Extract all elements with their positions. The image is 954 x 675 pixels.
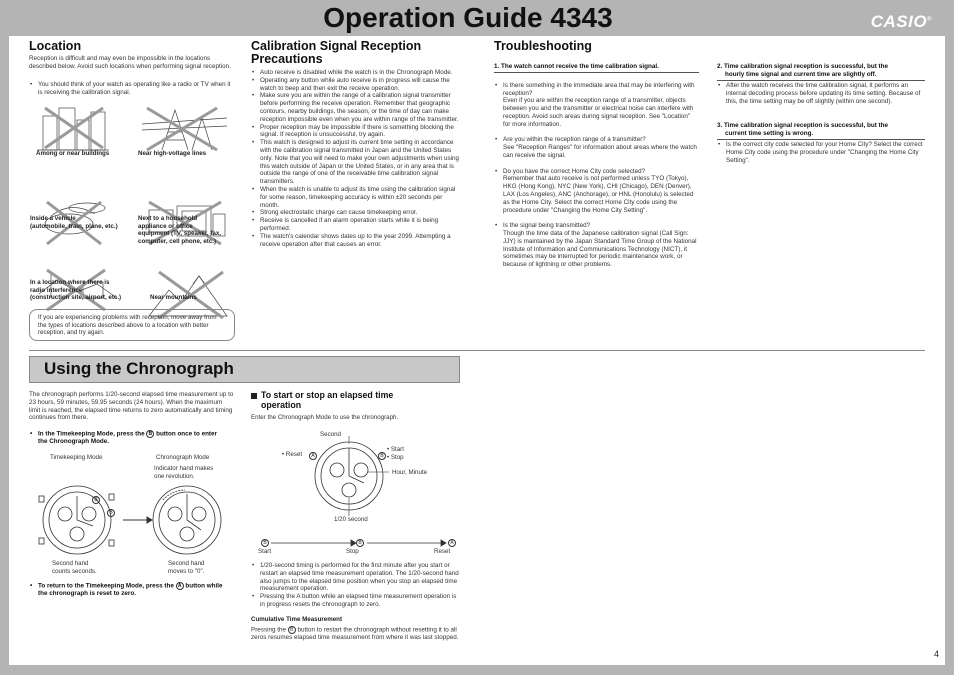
step2-text-a: To return to the Timekeeping Mode, press the xyxy=(38,582,174,590)
chrono-step2-item xyxy=(29,582,239,598)
chrono-step1 xyxy=(29,430,237,446)
precautions-heading-1: Calibration Signal Reception xyxy=(251,39,422,53)
seq-stop-label: Stop xyxy=(346,548,359,555)
reset-label: • Reset xyxy=(282,451,303,458)
mode-arrow xyxy=(123,517,152,523)
step1-text-b: button once to enter xyxy=(156,430,217,438)
chronograph-watch-face xyxy=(315,436,389,516)
step1-text-c: the Chronograph Mode. xyxy=(38,438,110,446)
caption-buildings: Among or near buildings xyxy=(36,150,110,157)
cumulative-text-a: Pressing the xyxy=(251,626,287,634)
indicator-note-2: one revolution. xyxy=(154,472,195,480)
caption-vehicle xyxy=(30,215,118,230)
caption-appliance-2: appliance or office xyxy=(138,222,193,230)
chronograph-title: Using the Chronograph xyxy=(44,359,234,378)
second-label: Second xyxy=(320,431,341,438)
page-body xyxy=(9,36,945,665)
caption-appliance-1: Next to a household xyxy=(138,215,198,222)
chronograph-mode-label: Chronograph Mode xyxy=(156,454,210,461)
page-number: 4 xyxy=(933,649,939,659)
chrono-bullet: • Pressing the A button while an elapsed time measurement operation is in progress resets the chronograph to zero. xyxy=(251,593,463,609)
chrono-bullet: • 1/20-second timing is performed for the first minute after you start or restart an elapsed time measurement operation. The 1/20-second hand also jumps to the elapsed time position when you stop an elapsed time measurement operation. xyxy=(251,562,463,593)
powerlines-illustration xyxy=(142,108,227,150)
indicator-note xyxy=(154,465,213,480)
trouble-q3 xyxy=(717,122,925,140)
b-button-icon: B xyxy=(356,539,364,547)
caption-mountains: Near mountains xyxy=(150,294,197,301)
stop-label: • Stop xyxy=(387,454,404,461)
start-stop-heading-2: operation xyxy=(261,400,302,410)
second-counts-2: counts seconds. xyxy=(52,567,97,575)
buildings-illustration xyxy=(37,108,109,150)
second-moves-2: moves to "0". xyxy=(168,567,205,575)
hour-minute-label: Hour, Minute xyxy=(392,469,428,476)
trouble-q1-item: • Do you have the correct Home City code selected? Remember that auto receive is not performed unless TYO (Tokyo), HKG (Hong Kong), NYC (New York), CHI (Chicago), DEN (Denver), LAX (Los Angeles), ANC (Anchorage), or HNL (Honolulu) is selected as the Home City. Select the correct Home City code using the procedure under "Changing the Home City Setting". xyxy=(494,168,699,215)
trouble-q2-line1: 2. Time calibration signal reception is successful, but the xyxy=(717,63,888,70)
precautions-list xyxy=(251,69,461,248)
trouble-q1-item: • Is there something in the immediate area that may be interfering with reception? Even if you are within the reception range of a transmitter, objects between you and the transmitter or electrical noise can interfere with reception. Avoid such areas during signal reception. See "Location" for more information. xyxy=(494,82,699,129)
casio-logo xyxy=(871,12,932,32)
step2-text-c: the chronograph is reset to zero. xyxy=(38,590,136,598)
reception-note: If you are experiencing problems with reception, move away from the types of locations described above to a location with better reception, and try again. xyxy=(29,309,235,341)
caption-appliance-3: equipment (TV, speaker, fax, xyxy=(138,230,221,238)
chrono-step1-item xyxy=(29,430,237,446)
timekeeping-mode-label: Timekeeping Mode xyxy=(50,454,103,461)
precaution-item: • This watch is designed to adjust its current time setting in accordance with the calibration signal transmitted in Japan and the United States only. Note that you will need to make your own adjustments when using this watch outside of Japan or the United States, or in any area that is outside the range of one of the receivable time calibration signal transmitters. xyxy=(251,139,461,186)
trouble-q1-item: • Is the signal being transmitted? Though the time data of the Japanese calibration signal (Call Sign: JJY) is maintained by the Japan Standard Time Group of the National Institute of Information and Communications Technology (NICT), it sometimes may be interrupted for periodic maintenance work, or because of lightning or other problems. xyxy=(494,222,699,269)
cumulative-text-b: button to restart the chronograph without resetting it to all zeros resumes elapsed time measurement from where it was last stopped. xyxy=(251,626,459,642)
trouble-q1-list xyxy=(494,74,699,277)
chronograph-banner xyxy=(29,356,460,383)
second-hand-moves-note xyxy=(168,560,204,575)
seq-reset-label: Reset xyxy=(434,548,451,555)
b-button-icon: B xyxy=(378,452,386,460)
precaution-item: • Strong electrostatic charge can cause timekeeping error. xyxy=(251,209,461,217)
heading-square-icon xyxy=(251,393,257,399)
page-title: Operation Guide 4343 xyxy=(323,2,613,33)
b-button-icon: B xyxy=(288,626,296,634)
chronograph-watch-diagram xyxy=(309,436,389,516)
caption-appliance-4: computer, cell phone, etc.) xyxy=(138,237,217,245)
start-stop-intro: Enter the Chronograph Mode to use the chronograph. xyxy=(251,414,399,421)
trouble-q3-list xyxy=(717,141,925,164)
trouble-q2-line2: hourly time signal and current time are slightly off. xyxy=(725,70,877,78)
location-bullets xyxy=(29,81,234,97)
cumulative-heading: Cumulative Time Measurement xyxy=(251,616,343,623)
trouble-q3-item: • Is the correct city code selected for your Home City? Select the correct Home City code using the procedure under "Changing the Home City Setting". xyxy=(717,141,925,164)
trouble-q3-line1: 3. Time calibration signal reception is successful, but the xyxy=(717,122,888,129)
troubleshooting-heading: Troubleshooting xyxy=(494,39,592,53)
caption-interference-3: (construction site, airport, etc.) xyxy=(30,294,122,302)
logo-text: CASIO xyxy=(870,12,928,31)
precaution-item: • Make sure you are within the range of a calibration signal transmitter before performing the receive operation. Remember that geographic contours, nearby buildings, the season, or the time of day can make reception impossible even when you are within range of the transmitter. xyxy=(251,92,461,123)
b-button-icon: B xyxy=(146,430,154,438)
caption-vehicle-2: (automobile, train, plane, etc.) xyxy=(30,222,118,230)
caption-appliance xyxy=(138,215,221,245)
caption-vehicle-1: Inside a vehicle xyxy=(30,215,76,222)
logo-mark: ® xyxy=(927,16,932,23)
start-stop-heading xyxy=(251,390,461,410)
chrono-bullets xyxy=(251,562,463,609)
precaution-item: • The watch's calendar shows dates up to the year 2099. Attempting a receive operation after that causes an error. xyxy=(251,233,461,249)
a-button-icon: A xyxy=(309,452,317,460)
section-divider xyxy=(29,350,925,351)
step2-text-b: button while xyxy=(185,582,223,590)
start-stop-heading-1: To start or stop an elapsed time xyxy=(261,390,394,400)
chrono-intro: The chronograph performs 1/20-second elapsed time measurement up to 23 hours, 59 minutes, 59.95 seconds (24 hours). When the maximum limit is reached, the elapsed time returns to zero automatically and timing continues from there. xyxy=(29,391,234,422)
caption-interference xyxy=(30,279,121,302)
trouble-q2 xyxy=(717,63,925,81)
precaution-item: • Operating any button while auto receive is in progress will cause the watch to beep and then exit the receive operation. xyxy=(251,77,461,93)
trouble-q3-line2: current time setting is wrong. xyxy=(725,129,814,137)
a-button-icon: A xyxy=(448,539,456,547)
precaution-item: • When the watch is unable to adjust its time using the calibration signal for some reason, timekeeping accuracy is within ±20 seconds per month. xyxy=(251,186,461,209)
twentieth-second-label: 1/20 second xyxy=(334,516,368,523)
second-moves-1: Second hand xyxy=(168,560,205,567)
step1-text-a: In the Timekeeping Mode, press the xyxy=(38,430,145,438)
caption-interference-1: In a location where there is xyxy=(30,279,110,286)
caption-interference-2: radio interference xyxy=(30,286,83,294)
indicator-note-1: Indicator hand makes xyxy=(154,465,214,472)
trouble-q1: 1. The watch cannot receive the time calibration signal. xyxy=(494,63,699,73)
location-heading: Location xyxy=(29,39,82,53)
seq-start-label: Start xyxy=(258,548,272,555)
precaution-item: • Auto receive is disabled while the watch is in the Chronograph Mode. xyxy=(251,69,461,77)
timekeeping-watch-illustration xyxy=(39,486,114,554)
trouble-q2-item: • After the watch receives the time calibration signal, it performs an internal decoding process before updating its time setting. Because of this, the time setting may be off slightly (within one second). xyxy=(717,82,925,105)
chrono-step2 xyxy=(29,582,239,598)
location-intro: Reception is difficult and may even be impossible in the locations described below. Avoid such locations when performing signal reception. xyxy=(29,55,231,70)
trouble-q2-list xyxy=(717,82,925,105)
second-counts-1: Second hand xyxy=(52,560,89,567)
trouble-q1-item: • Are you within the reception range of a transmitter? See "Reception Ranges" for information about areas where the watch can receive the signal. xyxy=(494,136,699,159)
precautions-heading-2: Precautions xyxy=(251,52,323,66)
b-button-icon: B xyxy=(107,509,115,517)
watch-mode-diagram xyxy=(35,482,225,562)
second-hand-counts-note xyxy=(52,560,97,575)
location-bullet: • You should think of your watch as operating like a radio or TV when it is receiving the calibration signal. xyxy=(29,81,234,97)
start-label: • Start xyxy=(387,446,404,453)
cumulative-text xyxy=(251,626,463,642)
precaution-item: • Proper reception may be impossible if there is something blocking the signal. If reception is unsuccessful, try again. xyxy=(251,124,461,140)
caption-lines: Near high-voltage lines xyxy=(138,150,207,157)
b-button-icon: B xyxy=(92,496,100,504)
chronograph-watch-illustration xyxy=(153,486,221,554)
b-button-icon: B xyxy=(261,539,269,547)
a-button-icon: A xyxy=(176,582,184,590)
precautions-heading xyxy=(251,40,471,66)
precaution-item: • Receive is cancelled if an alarm operation starts while it is being performed. xyxy=(251,217,461,233)
